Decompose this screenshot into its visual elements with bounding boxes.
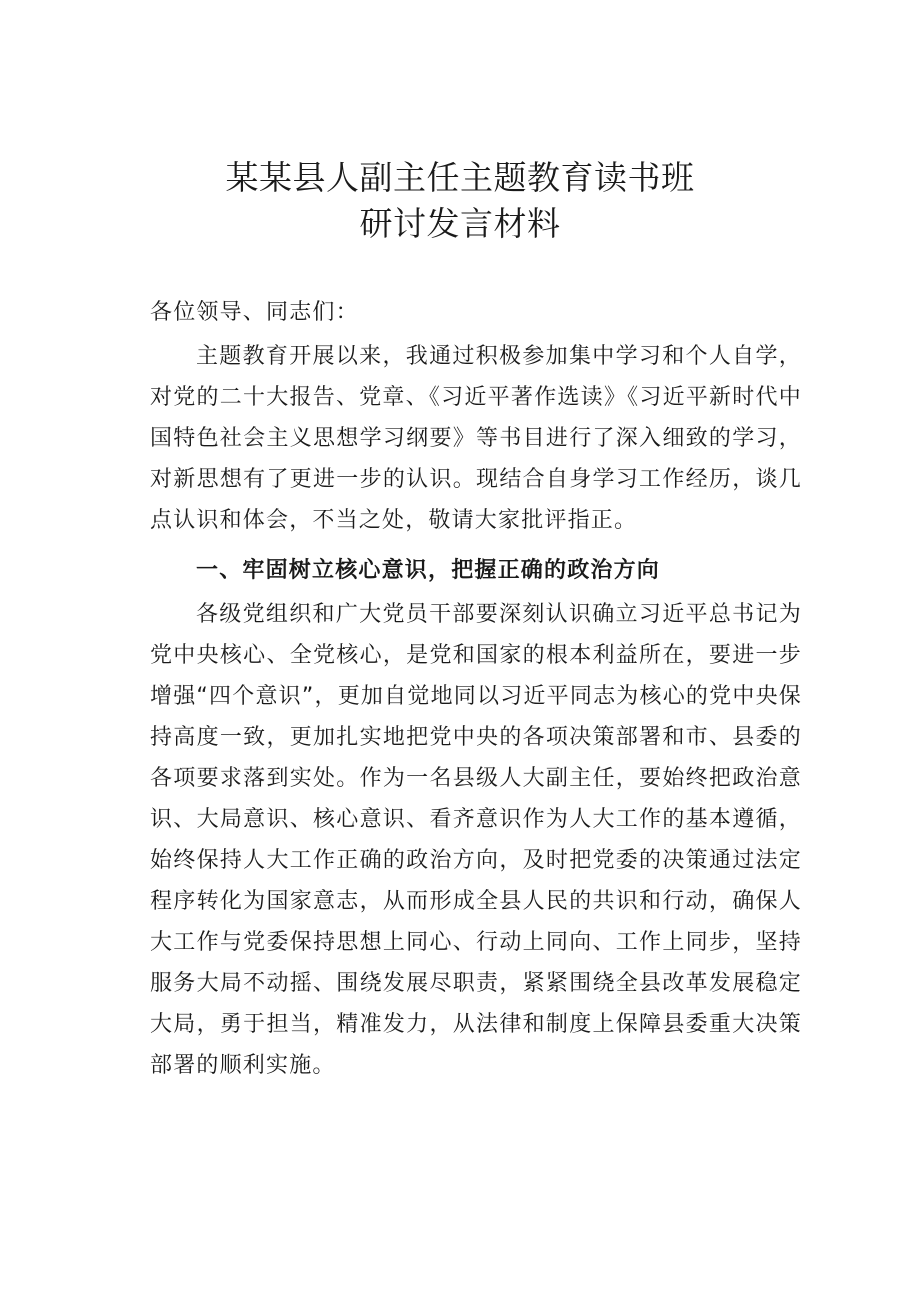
section-heading-1: 一、牢固树立核心意识，把握正确的政治方向 (196, 558, 661, 583)
document-title-line-1: 某某县人副主任主题教育读书班 (225, 158, 695, 197)
paragraph-section-1: 各级党组织和广大党员干部要深刻认识确立习近平总书记为党中央核心、全党核心，是党和国家的根本利益所在，要进一步增强“四个意识”，更加自觉地同以习近平同志为核心的党中央保持高度一致，更加扎实地把党中央的各项决策部署和市、县委的各项要求落到实处。作为一名县级人大副主任，要始终把政治意识、大局意识、核心意识、看齐意识作为人大工作的基本遵循，始终保持人大工作正确的政治方向，及时把党委的决策通过法定程序转化为国家意志，从而形成全县人民的共识和行动，确保人大工作与党委保持思想上同心、行动上同向、工作上同步，坚持服务大局不动摇、围绕发展尽职责，紧紧围绕全县改革发展稳定大局，勇于担当，精准发力，从法律和制度上保障县委重大决策部署的顺利实施。 (150, 602, 802, 1078)
document-title-line-2: 研讨发言材料 (359, 204, 561, 243)
paragraph-intro: 主题教育开展以来，我通过积极参加集中学习和个人自学，对党的二十大报告、党章、《习近平著作选读》《习近平新时代中国特色社会主义思想学习纲要》等书目进行了深入细致的学习，对新思想有了更进一步的认识。现结合自身学习工作经历，谈几点认识和体会，不当之处，敬请大家批评指正。 (150, 344, 802, 533)
salutation: 各位领导、同志们： (150, 300, 359, 325)
